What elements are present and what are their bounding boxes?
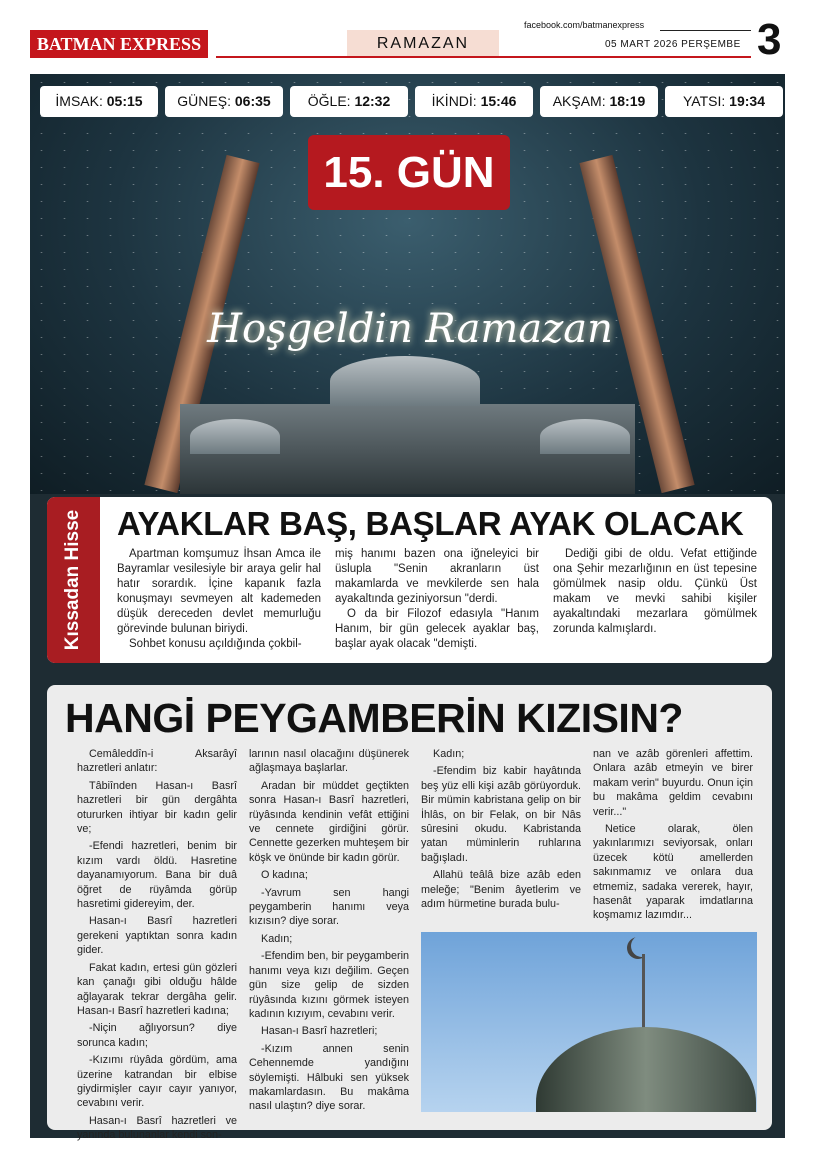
story-headline: HANGİ PEYGAMBERİN KIZISIN? <box>65 695 683 741</box>
paragraph: -Efendi hazretleri, benim bir kızım vardı öldü. Hasretine dayanamıyorum. Bana bir duâ öğret de rüyâmda görüp hasretimi gidereyim, der. <box>77 840 237 911</box>
page-number: 3 <box>757 15 782 64</box>
mosque-dome <box>330 356 480 406</box>
header-rule <box>216 56 751 58</box>
story-body <box>117 547 757 652</box>
text-column <box>249 747 409 1146</box>
paragraph: -Efendim biz kabir hayâtında beş yüz elli kişi azâb görüyorduk. Bir mümin kabristana gelip on bir İhlâs, on bir Felak, on bir Nâs sûresini okudu. Kabristanda yatan müminlerin ruhlarına bağışladı. <box>421 765 581 864</box>
paragraph: nan ve azâb görenleri affettim. Onlara azâb etmeyin ve birer makam verin" buyurdu. Onun için bu makâma geldim cevabını verir..." <box>593 748 753 818</box>
dome-spire <box>642 954 645 1030</box>
paragraph: -Yavrum sen hangi peygamberin hanımı veya kızısın? diye sorar. <box>249 886 409 928</box>
paragraph: Sohbet konusu açıldığında çokbil- <box>129 638 302 650</box>
story-headline: AYAKLAR BAŞ, BAŞLAR AYAK OLACAK <box>117 505 744 542</box>
story-kissadan-hisse <box>47 497 772 663</box>
paragraph: Hasan-ı Basrî hazretleri; <box>261 1025 378 1038</box>
paragraph: Netice olarak, ölen yakınlarımızı seviyorsak, onları üzecek kötü amellerden sakınmamız ve onlara dua etmemiz, sadaka vererek, hayır, hasenât yaparak imdatlarına koşmamız lazımdır... <box>593 823 753 922</box>
section-label: RAMAZAN <box>347 30 499 56</box>
prayer-times-bar <box>40 86 783 117</box>
greeting-lights: Hoşgeldin Ramazan <box>207 306 613 352</box>
facebook-link[interactable]: facebook.com/batmanexpress <box>524 20 645 30</box>
paragraph: O kadına; <box>261 869 308 882</box>
right-text-row <box>421 747 753 926</box>
paragraph: O da bir Filozof edasıyla "Hanım Hanım, bir gün gelecek ayaklar baş, başlar ayak olacak "demişti. <box>335 608 539 650</box>
paragraph: miş hanımı bazen ona iğneleyici bir üslupla "Senin akranların üst makamlarda ve mevkilerde sen hala ayakaltında geziniyorsun "derdi. <box>335 548 539 605</box>
paragraph: Allahü teâlâ bize azâb eden meleğe; "Benim âyetlerim ve adım hürmetine burada bulu- <box>421 869 581 911</box>
paragraph: Hasan-ı Basrî hazretleri gerekeni yaptıktan sonra kadın gider. <box>77 915 237 957</box>
prayer-time-ikindi: İKİNDİ: 15:46 <box>415 86 533 117</box>
paragraph: -Kızımı rüyâda gördüm, ama üzerine katrandan bir elbise giydirmişler cayır cayır yanıyor, cevabını verir. <box>77 1054 237 1110</box>
text-column <box>117 547 321 652</box>
paragraph: Kadın; <box>433 748 465 760</box>
day-badge: 15. GÜN <box>308 135 510 210</box>
prayer-time-imsak: İMSAK: 05:15 <box>40 86 158 117</box>
paragraph: -Kızım annen senin Cehennemde yandığını söylemişti. Hâlbuki sen yüksek makamlardasın. Bu makâma nasıl ulaştın? diye sorar. <box>249 1042 409 1113</box>
paragraph: Hasan-ı Basrî hazretleri ve yanında bulunanlar kendi son- <box>77 1114 237 1142</box>
paragraph: Apartman komşumuz İhsan Amca ile Bayramlar vesilesiyle bir araya gelir hal hatır sorardık. İçine kapanık fazla konuşmayı sevmeyen alt kademeden düşük dereceden devlet memurluğu görevinde bulunan biriydi. <box>117 548 321 635</box>
category-label: Kıssadan Hisse <box>62 509 83 651</box>
right-columns <box>421 747 753 1146</box>
newspaper-logo: BATMAN EXPRESS <box>30 30 208 58</box>
paragraph: Tâbiînden Hasan-ı Basrî hazretleri bir gün dergâhta otururken ihtiyar bir kadın gelir ve; <box>77 779 237 836</box>
text-column <box>553 547 757 652</box>
text-column <box>335 547 539 652</box>
text-column <box>593 747 753 926</box>
mosque-dome-photo <box>421 932 757 1112</box>
dome <box>536 1027 756 1112</box>
paragraph: Cemâleddîn-i Aksarâyî hazretleri anlatır: <box>77 748 237 775</box>
mosque-dome-small <box>190 419 280 454</box>
story-body <box>77 747 755 1146</box>
paragraph: Dediği gibi de oldu. Vefat ettiğinde ona Şehir mezarlığının en üst tepesine gömülmek nasip oldu. Çünkü Üst makam ve mevki sahibi kişiler ayakaltındaki mezarlara gömülmek zorunda kalmışlardı. <box>553 548 757 635</box>
prayer-time-gunes: GÜNEŞ: 06:35 <box>165 86 283 117</box>
paragraph: -Niçin ağlıyorsun? diye sorunca kadın; <box>77 1022 237 1049</box>
text-column <box>77 747 237 1146</box>
prayer-time-ogle: ÖĞLE: 12:32 <box>290 86 408 117</box>
mosque-dome-small <box>540 419 630 454</box>
story-peygamber <box>47 685 772 1142</box>
text-column <box>421 747 581 926</box>
paragraph: larının nasıl olacağını düşünerek ağlaşmaya başlarlar. <box>249 748 409 775</box>
category-tab <box>47 497 100 663</box>
prayer-time-yatsi: YATSI: 19:34 <box>665 86 783 117</box>
paragraph: -Efendim ben, bir peygamberin hanımı veya kızı değilim. Geçen gün size gelip de sizden rüyâsında kızını görmek isteyen kadının kızıyım, cevabını verir. <box>249 950 409 1020</box>
hero-image <box>30 74 785 494</box>
paragraph: Aradan bir müddet geçtikten sonra Hasan-ı Basrî hazretleri, rüyâsında kendinin vefât ettiğini ve cennete girdiğini görür. Cennette gezerken muhteşem bir köşk ve önünde bir kadın görür. <box>249 779 409 864</box>
issue-date: 05 MART 2026 PERŞEMBE <box>605 39 741 50</box>
prayer-time-aksam: AKŞAM: 18:19 <box>540 86 658 117</box>
header-rule-top <box>660 30 751 31</box>
paragraph: Fakat kadın, ertesi gün gözleri kan çanağı gibi olduğu hâlde ağlayarak tekrar dergâha gelir. Hasan-ı Basrî hazretleri kadına; <box>77 961 237 1017</box>
paragraph: Kadın; <box>261 932 293 945</box>
